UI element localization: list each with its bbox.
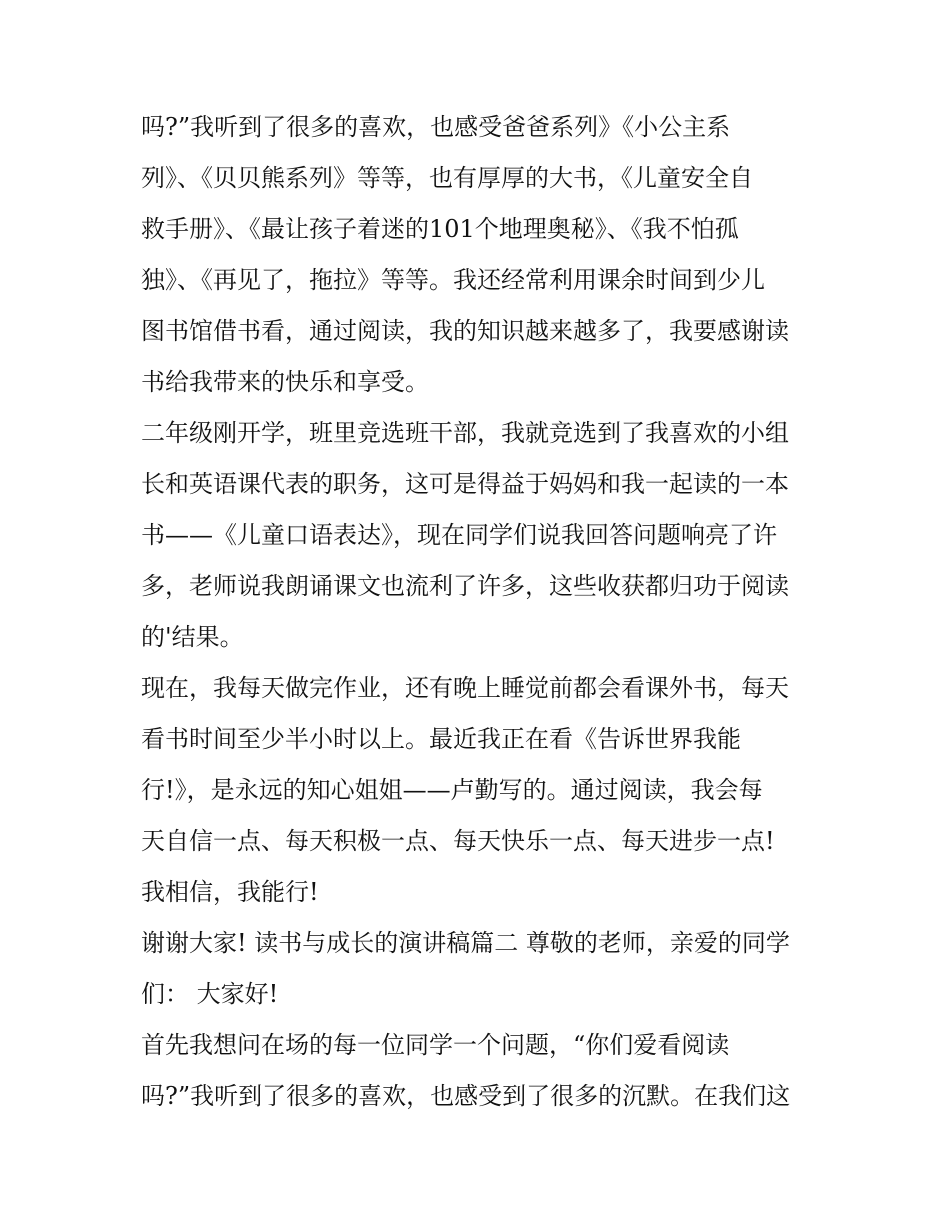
text-line: 现在，我每天做完作业，还有晚上睡觉前都会看课外书，每天	[141, 674, 789, 702]
text-line: 图书馆借书看，通过阅读，我的知识越来越多了，我要感谢读	[141, 317, 789, 345]
text-line: 救手册》、《最让孩子着迷的101个地理奥秘》、《我不怕孤	[141, 215, 739, 243]
text-line: 吗?”我听到了很多的喜欢，也感受到了很多的沉默。在我们这	[141, 1082, 791, 1110]
text-line: 书——《儿童口语表达》，现在同学们说我回答问题响亮了许	[141, 521, 777, 549]
text-line: 书给我带来的快乐和享受。	[141, 368, 429, 396]
text-line: 首先我想问在场的每一位同学一个问题，“你们爱看阅读	[141, 1031, 730, 1059]
text-line: 的'结果。	[141, 623, 244, 651]
text-line: 独》、《再见了，拖拉》等等。我还经常利用课余时间到少儿	[141, 266, 765, 294]
text-line: 吗?”我听到了很多的喜欢，也感受爸爸系列》《小公主系	[141, 113, 731, 141]
text-line: 天自信一点、每天积极一点、每天快乐一点、每天进步一点!	[141, 827, 775, 855]
text-line: 行!》，是永远的知心姐姐——卢勤写的。通过阅读，我会每	[141, 776, 763, 804]
text-line: 二年级刚开学，班里竞选班干部，我就竞选到了我喜欢的小组	[141, 419, 789, 447]
document-text	[141, 102, 821, 1122]
text-line: 长和英语课代表的职务，这可是得益于妈妈和我一起读的一本	[141, 470, 789, 498]
text-line: 我相信，我能行!	[141, 878, 319, 906]
text-line: 们： 大家好!	[141, 980, 279, 1008]
text-line: 多，老师说我朗诵课文也流利了许多，这些收获都归功于阅读	[141, 572, 789, 600]
text-line: 列》、《贝贝熊系列》等等，也有厚厚的大书，《儿童安全自	[141, 164, 753, 192]
text-line: 看书时间至少半小时以上。最近我正在看《告诉世界我能	[141, 725, 741, 753]
text-line: 谢谢大家! 读书与成长的演讲稿篇二 尊敬的老师，亲爱的同学	[141, 929, 790, 957]
